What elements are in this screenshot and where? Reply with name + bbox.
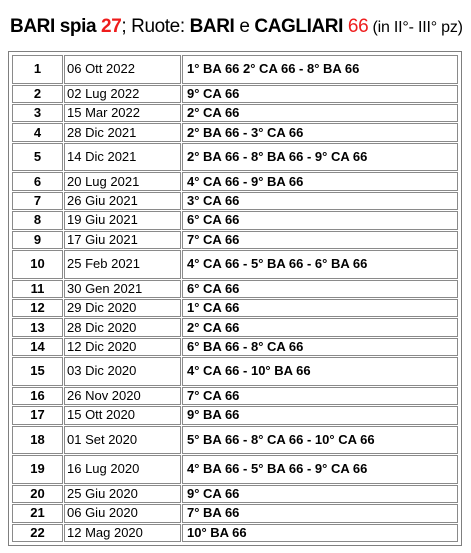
row-result: 6° CA 66 bbox=[182, 211, 458, 229]
row-number: 8 bbox=[12, 211, 63, 229]
table-row bbox=[12, 211, 458, 229]
row-number: 21 bbox=[12, 504, 63, 522]
row-result: 10° BA 66 bbox=[182, 524, 458, 542]
row-number: 15 bbox=[12, 357, 63, 386]
row-number: 14 bbox=[12, 338, 63, 356]
row-date: 26 Nov 2020 bbox=[64, 387, 181, 405]
row-result: 2° CA 66 bbox=[182, 104, 458, 122]
row-result: 9° BA 66 bbox=[182, 406, 458, 424]
table-row bbox=[12, 338, 458, 356]
table-row bbox=[12, 357, 458, 386]
page-title bbox=[10, 14, 463, 40]
row-date: 25 Giu 2020 bbox=[64, 485, 181, 503]
row-result: 2° BA 66 - 8° BA 66 - 9° CA 66 bbox=[182, 143, 458, 172]
row-result: 4° BA 66 - 5° BA 66 - 9° CA 66 bbox=[182, 455, 458, 484]
title-positions: (in II°- III° pz) bbox=[368, 19, 463, 36]
table-row bbox=[12, 524, 458, 542]
row-date: 12 Mag 2020 bbox=[64, 524, 181, 542]
table-row bbox=[12, 55, 458, 84]
row-number: 17 bbox=[12, 406, 63, 424]
row-date: 19 Giu 2021 bbox=[64, 211, 181, 229]
title-part-1: BARI spia bbox=[10, 16, 102, 37]
table-row bbox=[12, 426, 458, 455]
table-row bbox=[12, 387, 458, 405]
row-date: 20 Lug 2021 bbox=[64, 172, 181, 190]
row-date: 14 Dic 2021 bbox=[64, 143, 181, 172]
results-table-body bbox=[12, 55, 458, 542]
title-wheel-cagliari: CAGLIARI bbox=[254, 16, 344, 37]
row-date: 06 Ott 2022 bbox=[64, 55, 181, 84]
row-date: 01 Set 2020 bbox=[64, 426, 181, 455]
row-number: 22 bbox=[12, 524, 63, 542]
row-date: 25 Feb 2021 bbox=[64, 250, 181, 279]
row-date: 02 Lug 2022 bbox=[64, 85, 181, 103]
row-date: 30 Gen 2021 bbox=[64, 280, 181, 298]
row-number: 11 bbox=[12, 280, 63, 298]
row-number: 1 bbox=[12, 55, 63, 84]
row-result: 5° BA 66 - 8° CA 66 - 10° CA 66 bbox=[182, 426, 458, 455]
row-result: 6° BA 66 - 8° CA 66 bbox=[182, 338, 458, 356]
row-number: 18 bbox=[12, 426, 63, 455]
row-date: 29 Dic 2020 bbox=[64, 299, 181, 317]
table-row bbox=[12, 250, 458, 279]
table-row bbox=[12, 143, 458, 172]
title-part-4: e bbox=[234, 16, 255, 37]
title-part-2: ; Ruote: bbox=[121, 16, 190, 37]
title-wheel-bari: BARI bbox=[189, 16, 235, 37]
row-result: 2° CA 66 bbox=[182, 318, 458, 336]
table-row bbox=[12, 104, 458, 122]
row-number: 9 bbox=[12, 231, 63, 249]
table-row bbox=[12, 280, 458, 298]
row-result: 7° BA 66 bbox=[182, 504, 458, 522]
row-result: 2° BA 66 - 3° CA 66 bbox=[182, 123, 458, 141]
row-number: 16 bbox=[12, 387, 63, 405]
results-table-frame bbox=[8, 51, 462, 546]
table-row bbox=[12, 485, 458, 503]
title-target-number: 66 bbox=[347, 16, 369, 37]
row-date: 17 Giu 2021 bbox=[64, 231, 181, 249]
row-number: 5 bbox=[12, 143, 63, 172]
row-date: 12 Dic 2020 bbox=[64, 338, 181, 356]
row-number: 10 bbox=[12, 250, 63, 279]
results-table bbox=[11, 54, 459, 543]
row-date: 15 Ott 2020 bbox=[64, 406, 181, 424]
row-result: 4° CA 66 - 5° BA 66 - 6° BA 66 bbox=[182, 250, 458, 279]
row-result: 1° BA 66 2° CA 66 - 8° BA 66 bbox=[182, 55, 458, 84]
row-date: 03 Dic 2020 bbox=[64, 357, 181, 386]
table-row bbox=[12, 192, 458, 210]
row-number: 19 bbox=[12, 455, 63, 484]
row-number: 3 bbox=[12, 104, 63, 122]
table-row bbox=[12, 123, 458, 141]
row-result: 9° CA 66 bbox=[182, 485, 458, 503]
row-result: 3° CA 66 bbox=[182, 192, 458, 210]
row-date: 26 Giu 2021 bbox=[64, 192, 181, 210]
row-number: 6 bbox=[12, 172, 63, 190]
row-result: 9° CA 66 bbox=[182, 85, 458, 103]
table-row bbox=[12, 172, 458, 190]
table-row bbox=[12, 299, 458, 317]
row-date: 15 Mar 2022 bbox=[64, 104, 181, 122]
row-result: 4° CA 66 - 10° BA 66 bbox=[182, 357, 458, 386]
row-result: 6° CA 66 bbox=[182, 280, 458, 298]
table-row bbox=[12, 318, 458, 336]
row-number: 13 bbox=[12, 318, 63, 336]
row-number: 12 bbox=[12, 299, 63, 317]
table-row bbox=[12, 231, 458, 249]
row-date: 06 Giu 2020 bbox=[64, 504, 181, 522]
table-row bbox=[12, 406, 458, 424]
row-number: 20 bbox=[12, 485, 63, 503]
row-date: 28 Dic 2021 bbox=[64, 123, 181, 141]
row-number: 2 bbox=[12, 85, 63, 103]
table-row bbox=[12, 85, 458, 103]
title-spy-number: 27 bbox=[101, 16, 122, 37]
row-number: 4 bbox=[12, 123, 63, 141]
row-number: 7 bbox=[12, 192, 63, 210]
row-result: 4° CA 66 - 9° BA 66 bbox=[182, 172, 458, 190]
row-date: 28 Dic 2020 bbox=[64, 318, 181, 336]
row-result: 7° CA 66 bbox=[182, 387, 458, 405]
row-date: 16 Lug 2020 bbox=[64, 455, 181, 484]
table-row bbox=[12, 455, 458, 484]
table-row bbox=[12, 504, 458, 522]
row-result: 7° CA 66 bbox=[182, 231, 458, 249]
row-result: 1° CA 66 bbox=[182, 299, 458, 317]
